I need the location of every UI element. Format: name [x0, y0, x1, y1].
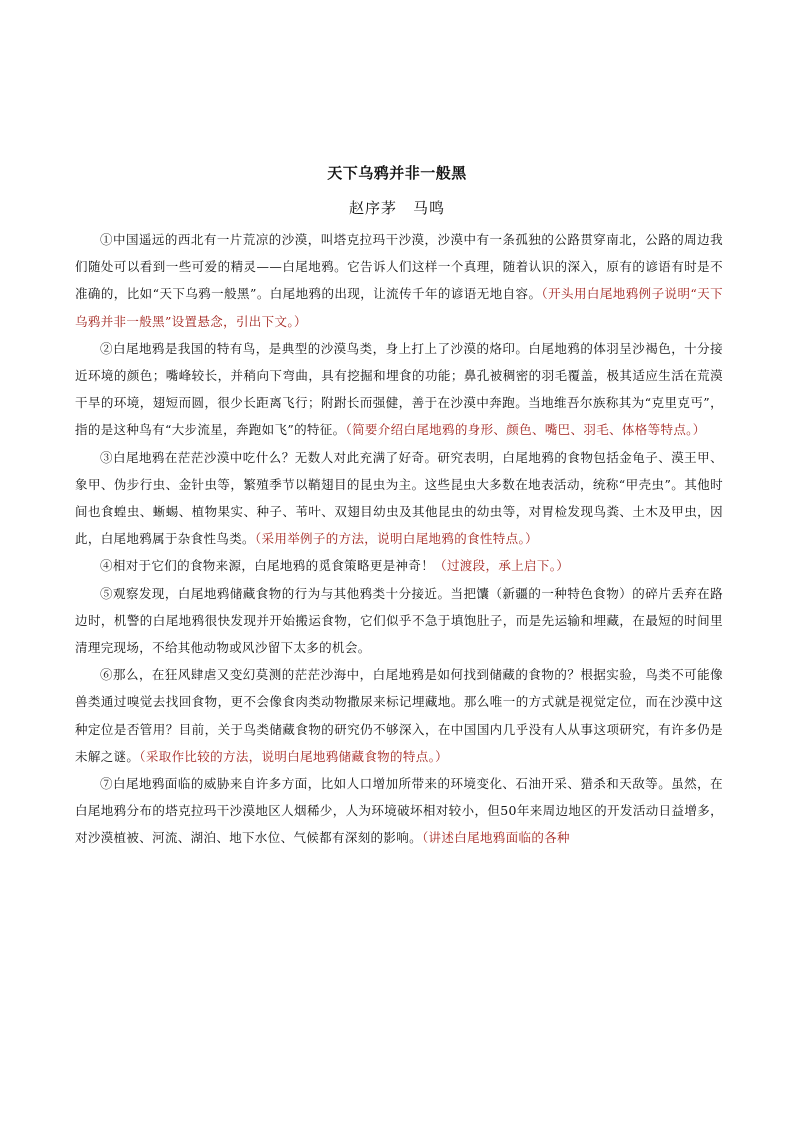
paragraph-5	[75, 580, 723, 662]
annotation-note: （简要介绍白尾地鸦的身形、颜色、嘴巴、羽毛、体格等特点。）	[345, 422, 706, 438]
article-title: 天下乌鸦并非一般黑	[327, 164, 467, 182]
paragraph-text: ⑤观察发现，白尾地鸦储藏食物的行为与其他鸦类十分接近。当把馕（新疆的一种特色食物）的碎片丢弃在路边时，机警的白尾地鸦很快发现并开始搬运食物，它们似乎不急于填饱肚子，而是先运输和埋藏，在最短的时间里清理完现场，不给其他动物或风沙留下太多的机会。	[75, 585, 723, 656]
paragraph-text: ③白尾地鸦在茫茫沙漠中吃什么？无数人对此充满了好奇。研究表明，白尾地鸦的食物包括金龟子、漠王甲、象甲、伪步行虫、金针虫等，繁殖季节以鞘翅目的昆虫为主。这些昆虫大多数在地表活动，统称“甲壳虫”。其他时间也食蝗虫、蜥蜴、植物果实、种子、苇叶、双翅目幼虫及其他昆虫的幼虫等，对胃检发现鸟粪、土木及甲虫，因此，白尾地鸦属于杂食性鸟类。	[75, 449, 723, 547]
annotation-note: （采取作比较的方法，说明白尾地鸦储藏食物的特点。）	[139, 748, 449, 764]
paragraph-text: ①中国遥远的西北有一片荒凉的沙漠，叫塔克拉玛干沙漠，沙漠中有一条孤独的公路贯穿南北，公路的周边我们随处可以看到一些可爱的精灵——白尾地鸦。它告诉人们这样一个真理，随着认识的深入，原有的谚语有时是不准确的，比如“天下乌鸦一般黑”。白尾地鸦的出现，让流传千年的谚语无地自容。	[75, 232, 723, 302]
article-body	[75, 226, 723, 852]
paragraph-3	[75, 444, 723, 553]
annotation-note: （过渡段，承上启下。）	[434, 558, 570, 574]
paragraph-2	[75, 335, 723, 444]
paragraph-text: ②白尾地鸦是我国的特有鸟，是典型的沙漠鸟类，身上打上了沙漠的烙印。白尾地鸦的体羽呈沙褐色，十分接近环境的颜色；嘴峰较长，并稍向下弯曲，具有挖掘和埋食的功能；鼻孔被稠密的羽毛覆盖，极其适应生活在荒漠干旱的环境，翅短而圆，很少长距离飞行；附跗长而强健，善于在沙漠中奔跑。当地维吾尔族称其为“克里克丐”，指的是这种鸟有“大步流星，奔跑如飞”的特征。	[75, 340, 723, 438]
annotation-note: （采用举例子的方法，说明白尾地鸦的食性特点。）	[254, 531, 538, 547]
annotation-note: （开头用白尾地鸦例子说明“天下乌鸦并非一般黑”设置悬念，引出下文。）	[75, 286, 723, 329]
paragraph-text: ⑥那么，在狂风肆虐又变幻莫测的茫茫沙海中，白尾地鸦是如何找到储藏的食物的？根据实验，鸟类不可能像兽类通过嗅觉去找回食物，更不会像食肉类动物撒尿来标记埋藏地。那么唯一的方式就是视觉定位，而在沙漠中这种定位是否管用？目前，关于鸟类储藏食物的研究仍不够深入，在中国国内几乎没有人从事这项研究，有许多仍是未解之谜。	[75, 667, 723, 764]
paragraph-text: ⑦白尾地鸦面临的威胁来自许多方面，比如人口增加所带来的环境变化、石油开采、猎杀和天敌等。虽然，在白尾地鸦分布的塔克拉玛干沙漠地区人烟稀少，人为环境破坏相对较小，但50年来周边地区的开发活动日益增多，对沙漠植被、河流、湖泊、地下水位、气候都有深刻的影响。	[75, 776, 723, 846]
paragraph-6	[75, 661, 723, 770]
paragraph-1	[75, 226, 723, 335]
annotation-note: （讲述白尾地鸦面临的各种	[421, 830, 570, 846]
paragraph-text: ④相对于它们的食物来源，白尾地鸦的觅食策略更是神奇！	[100, 558, 435, 574]
paragraph-4	[75, 552, 723, 579]
article-authors: 赵序茅 马鸣	[348, 199, 445, 217]
paragraph-7	[75, 770, 723, 852]
